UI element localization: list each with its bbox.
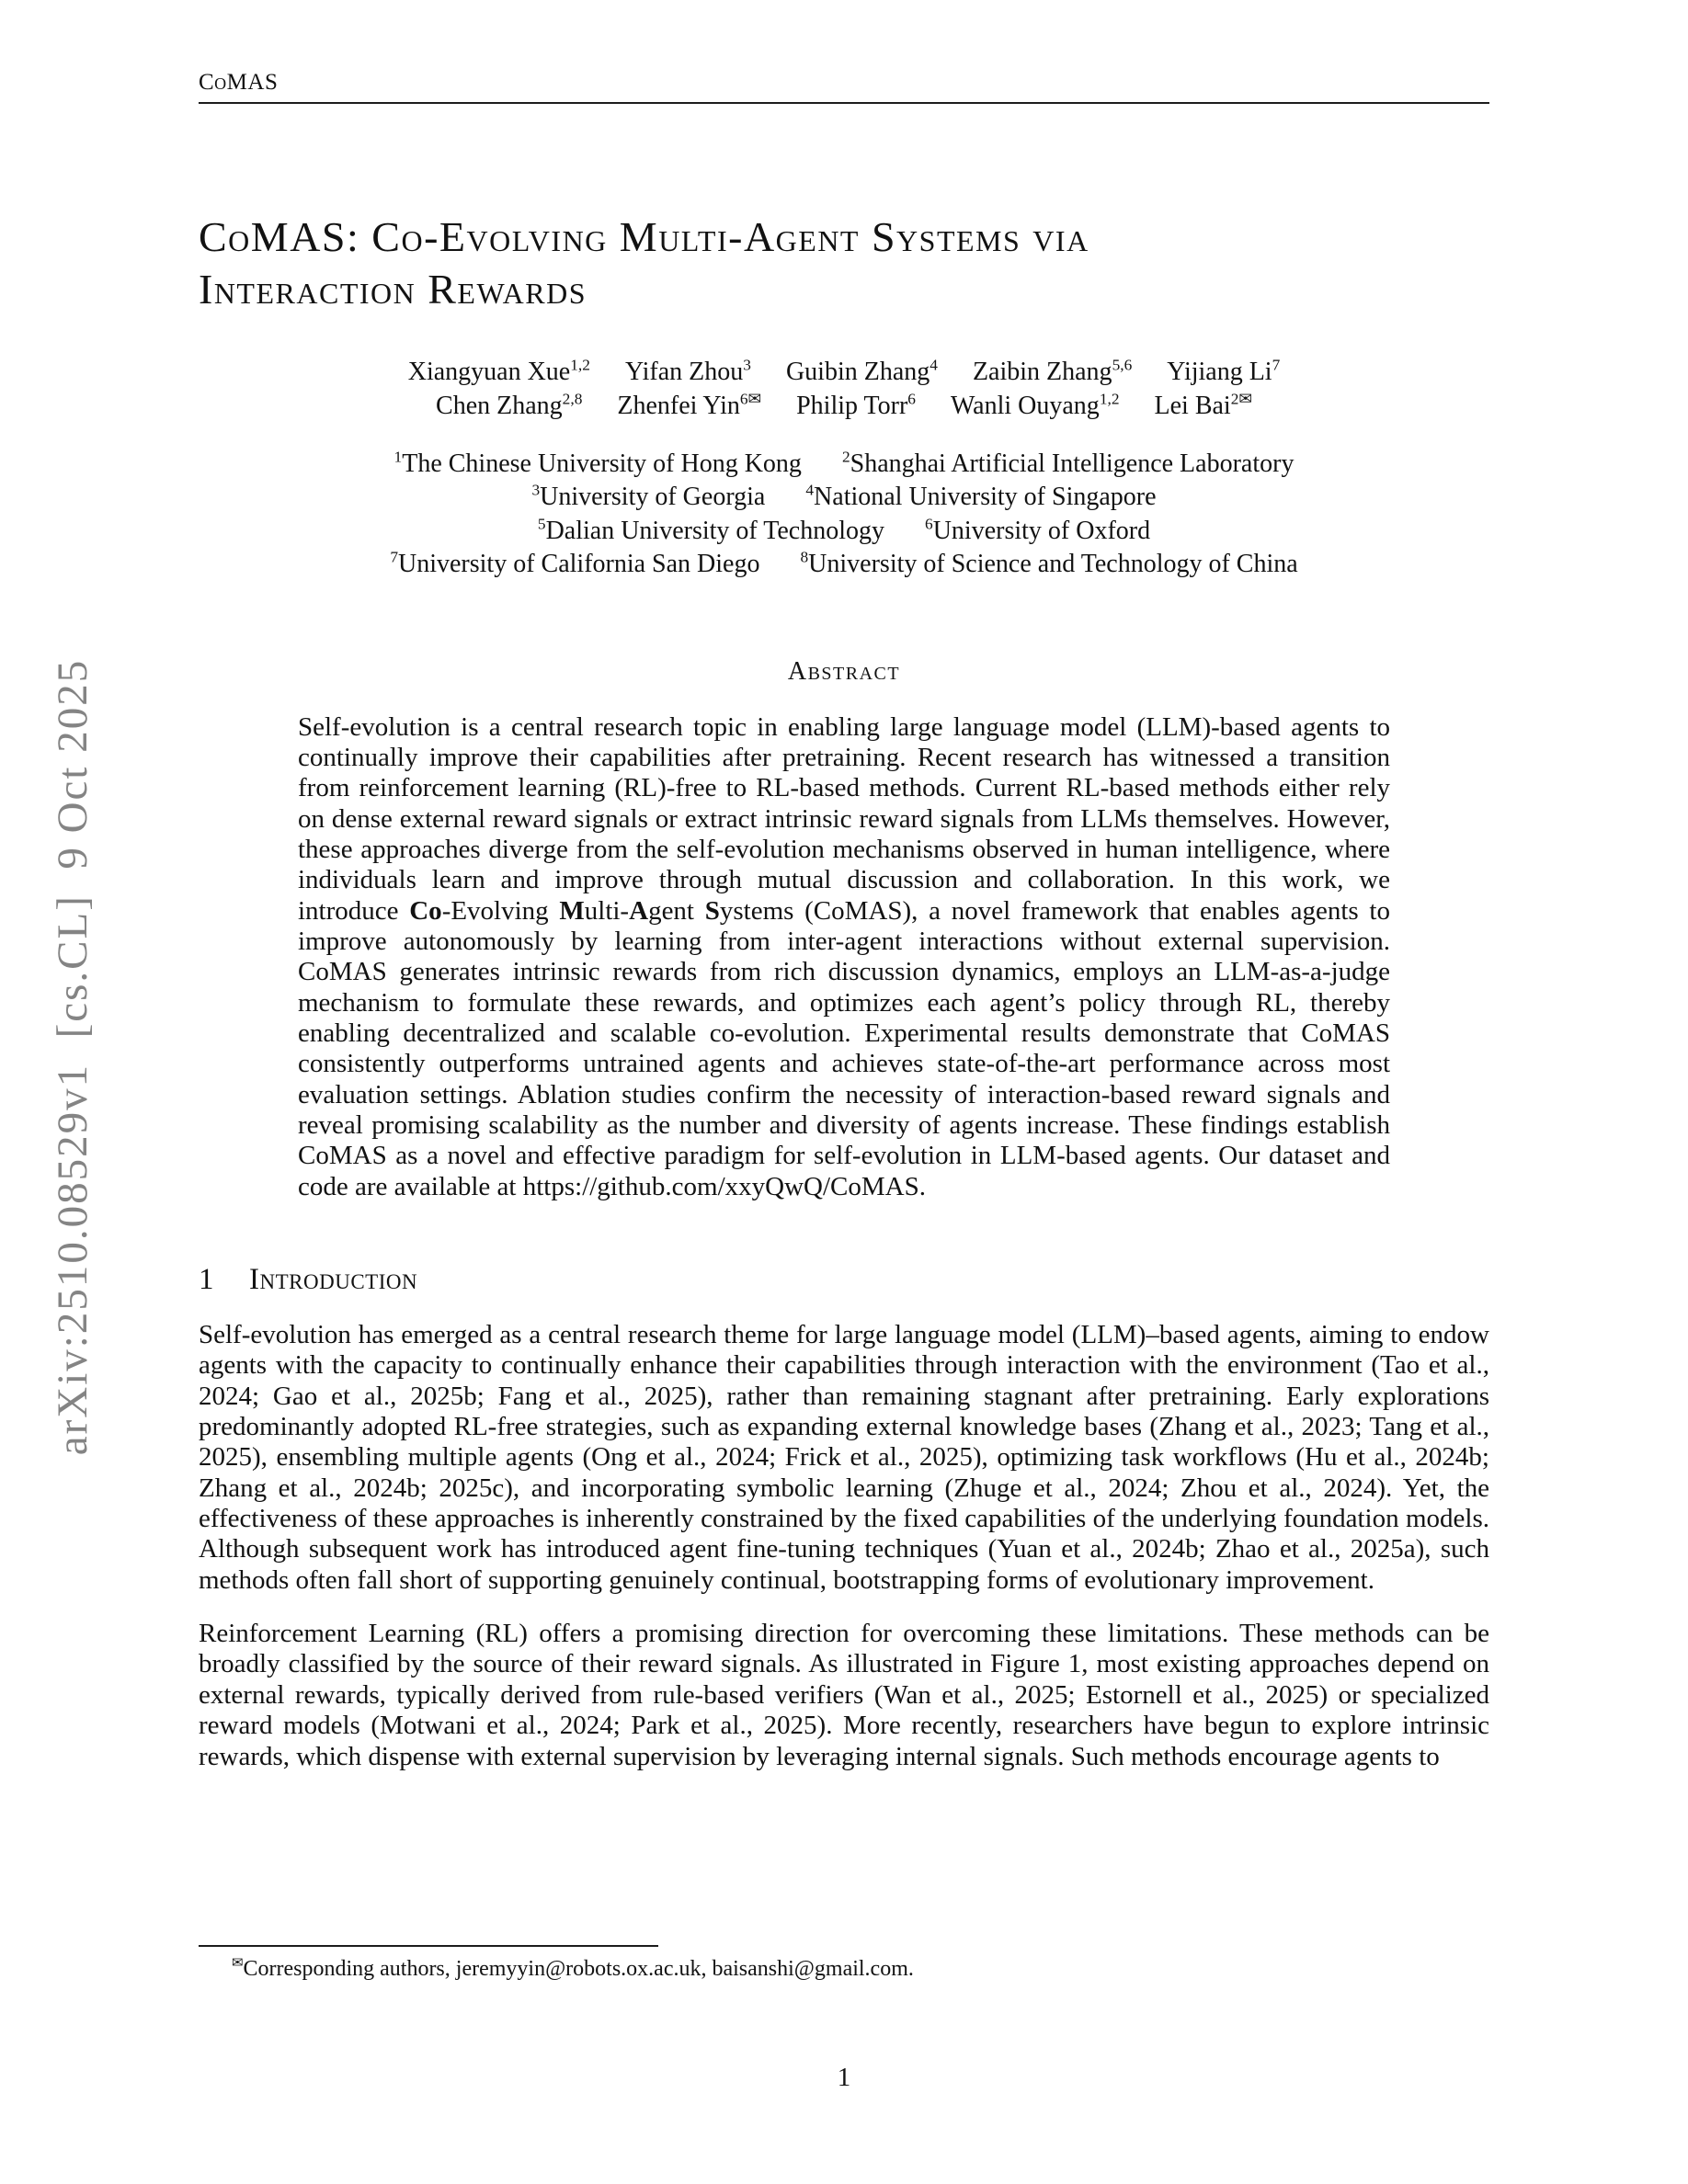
affiliation-line xyxy=(199,481,1489,514)
author-name: Wanli Ouyang$^{1,2}$ xyxy=(950,390,1120,421)
footnote xyxy=(199,1945,1489,1984)
affiliation: $^3$University of Georgia xyxy=(531,482,766,512)
paper-title-line-2: Interaction Rewards xyxy=(199,266,587,313)
arxiv-watermark: arXiv:2510.08529v1 [cs.CL] 9 Oct 2025 xyxy=(49,658,97,1456)
author-row-1 xyxy=(199,356,1489,390)
intro-paragraph-2: Reinforcement Learning (RL) offers a promising direction for overcoming these limitations. These methods can be broadly classified by the source of their reward signals. As illustrated in Figure 1, most existing approaches depend on external rewards, typically derived from rule-based verifiers (Wan et al., 2025; Estornell et al., 2025) or specialized reward models (Motwani et al., 2024; Park et al., 2025). More recently, researchers have begun to explore intrinsic rewards, which dispense with external supervision by leveraging internal signals. Such methods encourage agents to xyxy=(199,1619,1489,1771)
affiliation-block xyxy=(199,448,1489,582)
text-column xyxy=(199,0,1489,1772)
affiliation: $^5$Dalian University of Technology xyxy=(537,515,885,545)
author-row-2 xyxy=(199,390,1489,424)
affiliation: $^6$University of Oxford xyxy=(925,515,1151,545)
affiliation-line xyxy=(199,548,1489,581)
page-number: 1 xyxy=(837,2063,851,2092)
github-repo-link[interactable]: https://github.com/xxyQwQ/CoMAS xyxy=(522,1171,919,1201)
footnote-text xyxy=(199,1955,1489,1984)
abstract-segment: Self-evolution is a central research topic in enabling large language model (LLM)-based agents to continually improve their capabilities after pretraining. Recent research has witnessed a transition from reinforcement learning (RL)-free to RL-based methods. Current RL-based methods either rely on dense external reward signals or extract intrinsic reward signals from LLMs themselves. However, these approaches diverge from the self-evolution mechanisms observed in human intelligence, where individuals learn and improve through mutual discussion and collaboration. In this work, we introduce xyxy=(298,711,1390,926)
affiliation-line xyxy=(199,515,1489,548)
author-name: Philip Torr$^6$ xyxy=(796,390,916,421)
author-name: Zaibin Zhang$^{5,6}$ xyxy=(972,356,1133,387)
section-number: 1 xyxy=(199,1263,214,1297)
paper-title-line-1: CoMAS: Co-Evolving Multi-Agent Systems via xyxy=(199,213,1089,260)
author-block xyxy=(199,356,1489,424)
paper-title xyxy=(199,210,1489,315)
affiliation: $^1$The Chinese University of Hong Kong xyxy=(393,448,802,478)
abstract-segment: A xyxy=(629,895,649,926)
author-name: Yifan Zhou$^3$ xyxy=(624,356,751,387)
abstract-segment: gent xyxy=(648,895,705,926)
intro-paragraph-1: Self-evolution has emerged as a central research theme for large language model (LLM)–based agents, aiming to endow agents with the capacity to continually enhance their capabilities through interaction with the environment (Tao et al., 2024; Gao et al., 2025b; Fang et al., 2025), rather than remaining stagnant after pretraining. Early explorations predominantly adopted RL-free strategies, such as expanding external knowledge bases (Zhang et al., 2023; Tang et al., 2025), ensembling multiple agents (Ong et al., 2024; Frick et al., 2025), optimizing task workflows (Hu et al., 2024b; Zhang et al., 2024b; 2025c), and incorporating symbolic learning (Zhuge et al., 2024; Zhou et al., 2024). Yet, the effectiveness of these approaches is inherently constrained by the fixed capabilities of the underlying foundation models. Although subsequent work has introduced agent fine-tuning techniques (Yuan et al., 2024b; Zhao et al., 2025a), such methods often fall short of supporting genuinely continual, bootstrapping forms of evolutionary improvement. xyxy=(199,1320,1489,1595)
section-title: Introduction xyxy=(249,1263,418,1297)
abstract-heading: Abstract xyxy=(787,656,901,686)
abstract-segment: S xyxy=(704,895,720,926)
footnote-rule xyxy=(199,1945,658,1947)
footnote-marker-icon: ✉ xyxy=(232,1956,244,1971)
abstract-segment: -Evolving xyxy=(441,895,560,926)
affiliation-line xyxy=(199,448,1489,481)
author-name: Guibin Zhang$^4$ xyxy=(785,356,938,387)
abstract-segment: . xyxy=(918,1171,926,1201)
author-name: Lei Bai$^{2✉}$ xyxy=(1154,390,1252,421)
author-name: Chen Zhang$^{2,8}$ xyxy=(436,390,583,421)
section-heading-introduction xyxy=(199,1263,1489,1297)
affiliation: $^2$Shanghai Artificial Intelligence Laboratory xyxy=(841,448,1295,478)
affiliation: $^8$University of Science and Technology of China xyxy=(800,548,1298,579)
footnote-body: Corresponding authors, jeremyyin@robots.ox.ac.uk, baisanshi@gmail.com. xyxy=(243,1957,914,1981)
author-name: Zhenfei Yin$^{6✉}$ xyxy=(617,390,762,421)
abstract-segment: Co xyxy=(409,895,442,926)
affiliation: $^7$University of California San Diego xyxy=(390,548,760,579)
affiliation: $^4$National University of Singapore xyxy=(805,482,1157,512)
author-name: Xiangyuan Xue$^{1,2}$ xyxy=(407,356,590,387)
abstract-segment: M xyxy=(559,895,585,926)
author-name: Yijiang Li$^7$ xyxy=(1167,356,1281,387)
header-rule xyxy=(199,0,1489,104)
abstract-text xyxy=(298,712,1390,1203)
abstract-segment: ulti- xyxy=(584,895,630,926)
abstract-segment: ystems (CoMAS), a novel framework that enables agents to improve autonomously by learning from inter-agent interactions without external supervision. CoMAS generates intrinsic rewards from rich discussion dynamics, employs an LLM-as-a-judge mechanism to formulate these rewards, and optimizes each agent’s policy through RL, thereby enabling decentralized and scalable co-evolution. Experimental results demonstrate that CoMAS consistently outperforms untrained agents and achieves state-of-the-art performance across most evaluation settings. Ablation studies confirm the necessity of interaction-based reward signals and reveal promising scalability as the number and diversity of agents increase. These findings establish CoMAS as a novel and effective paradigm for self-evolution in LLM-based agents. Our dataset and code are available at xyxy=(298,895,1390,1201)
running-header: CoMAS xyxy=(199,70,279,95)
